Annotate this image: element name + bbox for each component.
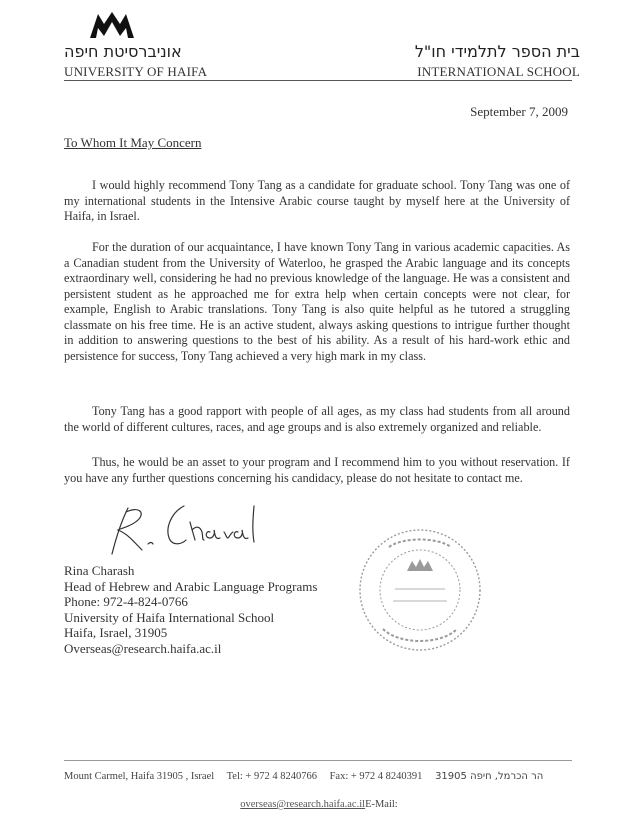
signature-block bbox=[64, 563, 317, 657]
signer-organization: University of Haifa International School bbox=[64, 609, 275, 625]
signer-address: Haifa, Israel, 31905 bbox=[64, 625, 168, 641]
footer-email-line bbox=[0, 799, 638, 810]
hebrew-university-name: אוניברסיטת חיפה bbox=[64, 42, 182, 61]
signer-title: Head of Hebrew and Arabic Language Programs bbox=[64, 578, 318, 594]
english-university-name: UNIVERSITY OF HAIFA bbox=[64, 64, 208, 79]
header-divider bbox=[64, 80, 572, 81]
hebrew-school-name: בית הספר לתלמידי חו"ל bbox=[414, 42, 580, 61]
signer-email: Overseas@research.haifa.ac.il bbox=[64, 640, 222, 656]
footer-email-label: E-Mail: bbox=[365, 799, 398, 810]
footer-email-link[interactable]: overseas@research.haifa.ac.il bbox=[240, 799, 366, 810]
paragraph-4: Thus, he would be an asset to your program and I recommend him to you without reservation. If you have any further questions concerning his candidacy, please do not hesitate to contact me. bbox=[64, 455, 570, 485]
footer-contact-line bbox=[64, 771, 553, 782]
paragraph-1: I would highly recommend Tony Tang as a candidate for graduate school. Tony Tang was one of my international students in the Intensive Arabic course taught by myself here at the University of Haifa, in Israel. bbox=[64, 178, 570, 223]
footer-address: Mount Carmel, Haifa 31905 , Israel bbox=[64, 771, 215, 782]
footer-fax: Fax: + 972 4 8240391 bbox=[329, 771, 423, 782]
footer-tel: Tel: + 972 4 8240766 bbox=[226, 771, 317, 782]
english-school-name: INTERNATIONAL SCHOOL bbox=[417, 64, 580, 79]
university-logo-icon bbox=[88, 10, 136, 40]
footer-divider bbox=[64, 760, 572, 761]
salutation: To Whom It May Concern bbox=[64, 135, 202, 150]
paragraph-2: For the duration of our acquaintance, I have known Tony Tang in various academic capacities. As a Canadian student from the University of Waterloo, he grasped the Arabic language and its concepts extraordinary well, considering he had no previous knowledge of the language. He was a consistent and persistent student as he approached me for extra help when certain concepts were not clear, for example, English to Arabic translations. Tony Tang is also quite helpful as he tutored a struggling classmate on his free time. He is an active student, always asking questions to intrigue further thought in addition to answering questions to the best of his ability. As a result of his hard-work ethic and persistence for success, Tony Tang achieved a very high mark in my class. bbox=[64, 240, 570, 363]
handwritten-signature-icon bbox=[98, 498, 268, 558]
signer-phone: Phone: 972-4-824-0766 bbox=[64, 594, 188, 610]
signer-name: Rina Charash bbox=[64, 563, 135, 578]
paragraph-3: Tony Tang has a good rapport with people of all ages, as my class had students from all around the world of different cultures, races, and age groups and is also extremely organized and reliable. bbox=[64, 404, 570, 434]
school-stamp-icon bbox=[355, 525, 485, 655]
letter-date: September 7, 2009 bbox=[470, 104, 568, 119]
footer-hebrew-address: 31905 הר הכרמל, חיפה bbox=[435, 771, 544, 782]
